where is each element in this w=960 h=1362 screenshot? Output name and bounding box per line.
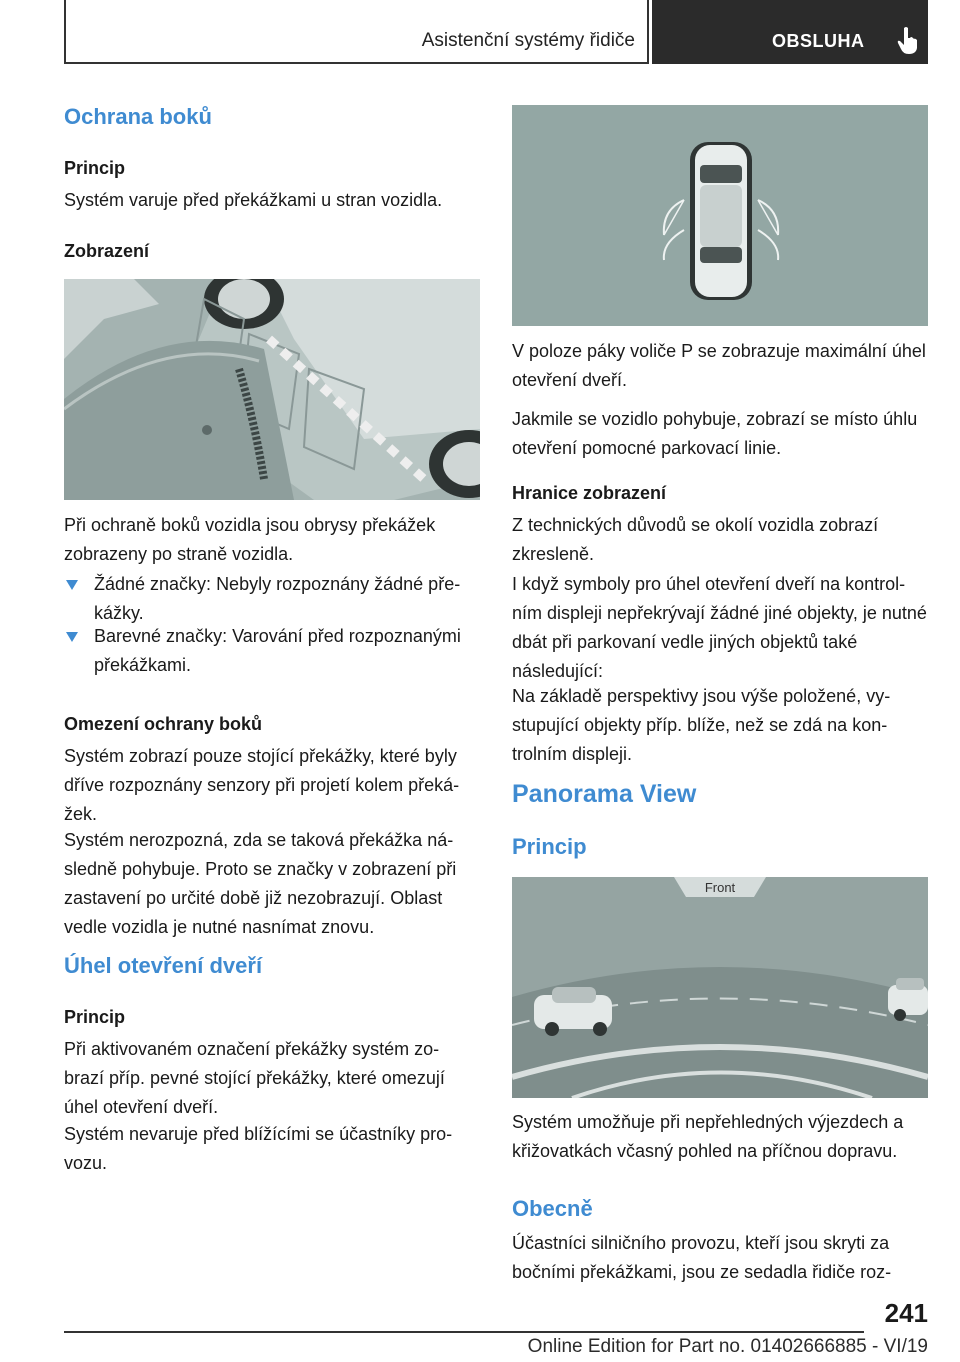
heading-ochrana-boku: Ochrana boků: [64, 104, 212, 129]
heading-uhel-otevreni: Úhel otevření dveří: [64, 953, 263, 978]
paragraph-jakmile: Jakmile se vozidlo pohybuje, zobrazí se místo úhlu otevření pomocné parkovací linie.: [512, 409, 918, 458]
subheading-zobrazeni: Zobrazení: [64, 241, 150, 261]
paragraph-zobrazeni: Při ochraně boků vozidla jsou obrysy překážek zobrazeny po straně vozidla.: [64, 515, 436, 564]
subheading-princip-2: Princip: [64, 1007, 126, 1027]
panorama-view-illustration: [512, 877, 928, 1098]
front-label: Front: [704, 880, 736, 895]
section-title: Asistenční systémy řidiče: [421, 30, 635, 51]
paragraph-omezeni-1: Systém zobrazí pouze stojící překážky, které byly dříve rozpoznány senzory při projetí kolem překá‐ žek.: [64, 746, 460, 824]
header-frame: [64, 0, 649, 64]
pointing-hand-icon: [896, 26, 920, 56]
page-number: 241: [884, 1298, 928, 1328]
footer-divider: [64, 1331, 864, 1333]
edition-footer: Online Edition for Part no. 01402666885 - VI/19: [527, 1336, 928, 1357]
paragraph-volic: V poloze páky voliče P se zobrazuje maximální úhel otevření dveří.: [512, 341, 926, 390]
subheading-hranice: Hranice zobrazení: [512, 483, 667, 503]
subheading-princip: Princip: [64, 158, 126, 178]
paragraph-princip: Systém varuje před překážkami u stran vozidla.: [64, 190, 443, 210]
bullet-triangle-icon: [66, 580, 78, 590]
list-item: [64, 622, 480, 680]
side-protection-illustration: [64, 279, 480, 500]
list-item-text: Žádné značky: Nebyly rozpoznány žádné pře‐ kážky.: [94, 574, 461, 623]
paragraph-hranice-2: I když symboly pro úhel otevření dveří na kontrol‐ ním displeji nepřekrývají žádné jiné objekty, je nutné dbát při parkovaní vedle jiných objektů také následující:: [512, 574, 927, 681]
door-angle-illustration: [512, 105, 928, 326]
paragraph-omezeni-2: Systém nerozpozná, zda se taková překážka ná‐ sledně pohybuje. Proto se značky v zobrazení při zastavení po určité době již nezobrazují. Oblast vedle vozidla je nutné nasnímat znovu.: [64, 830, 457, 937]
list-item-text: Barevné značky: Varování před rozpoznanými překážkami.: [94, 626, 461, 675]
bullet-triangle-icon: [66, 632, 78, 642]
chapter-tab-label: OBSLUHA: [772, 31, 865, 51]
subheading-omezeni: Omezení ochrany boků: [64, 714, 263, 734]
paragraph-obecne: Účastníci silničního provozu, kteří jsou skryti za bočními překážkami, jsou ze sedadla řidiče roz‐: [512, 1233, 892, 1282]
paragraph-uhel-2: Systém nevaruje před blížícími se účastníky pro‐ vozu.: [64, 1124, 453, 1173]
paragraph-panorama: Systém umožňuje při nepřehledných výjezdech a křižovatkách včasný pohled na příčnou dopravu.: [512, 1112, 904, 1161]
paragraph-hranice-1: Z technických důvodů se okolí vozidla zobrazí zkresleně.: [512, 515, 879, 564]
heading-obecne: Obecně: [512, 1196, 593, 1221]
list-item: [64, 570, 480, 628]
heading-princip-3: Princip: [512, 834, 587, 859]
chapter-tab: [652, 0, 928, 64]
heading-panorama-view: Panorama View: [512, 780, 697, 808]
paragraph-hranice-3: Na základě perspektivy jsou výše položené, vy‐ stupující objekty příp. blíže, než se zdá na kon‐ trolním displeji.: [512, 686, 891, 764]
paragraph-uhel-1: Při aktivovaném označení překážky systém zo‐ brazí příp. pevné stojící překážky, které omezují úhel otevření dveří.: [64, 1039, 445, 1117]
